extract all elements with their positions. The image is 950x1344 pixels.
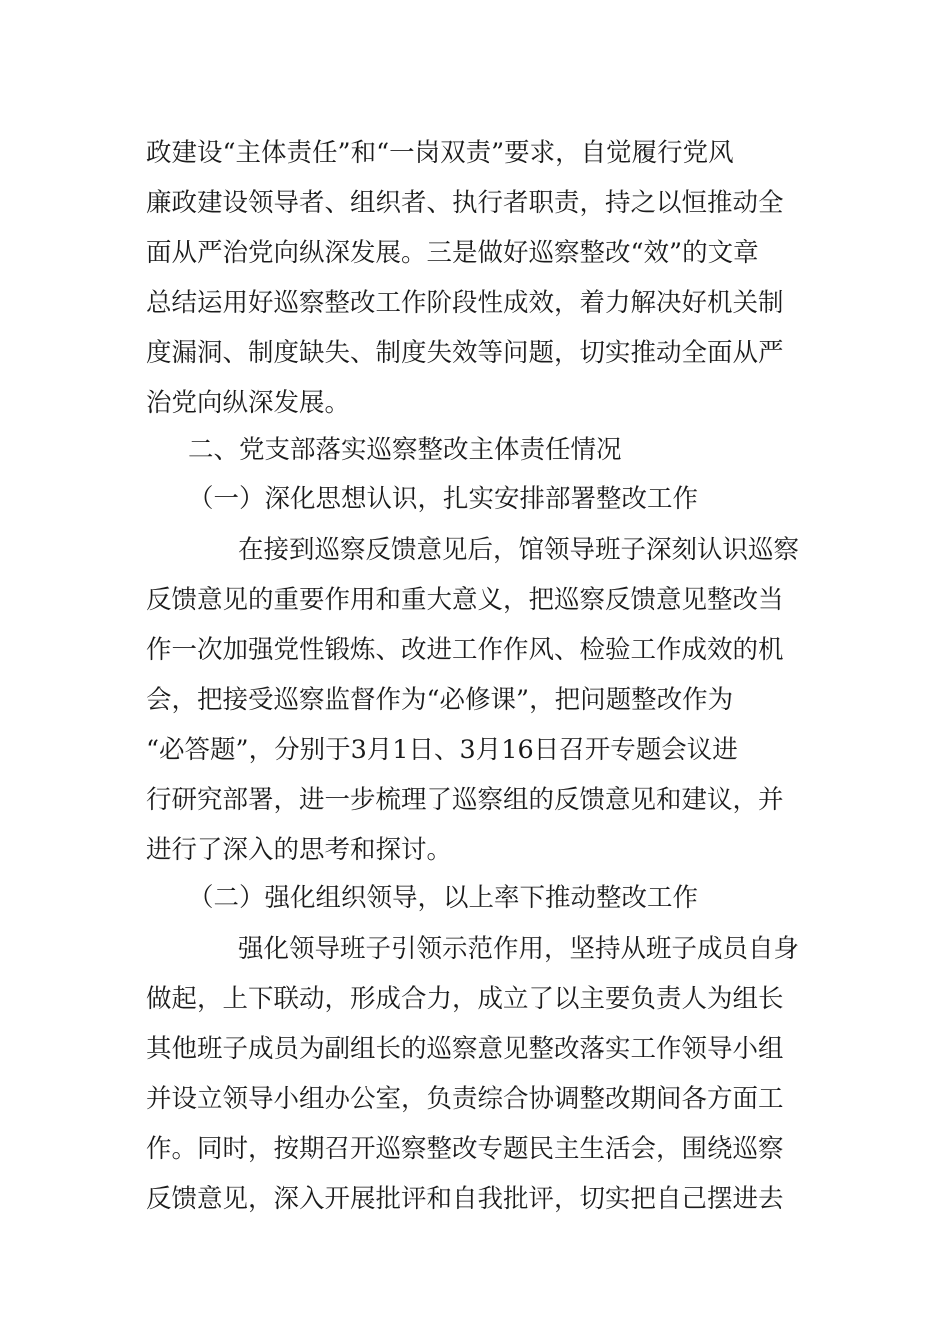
paragraph-line: 进行了深入的思考和探讨。 bbox=[146, 835, 453, 865]
section-heading: 二、党支部落实巡察整改主体责任情况 bbox=[188, 435, 622, 465]
paragraph-line: 反馈意见，深入开展批评和自我批评，切实把自己摆进去 bbox=[146, 1184, 784, 1214]
subsection-heading: （二）强化组织领导，以上率下推动整改工作 bbox=[188, 883, 699, 913]
paragraph-line: 政建设“主体责任”和“一岗双责”要求，自觉履行党风 bbox=[146, 138, 734, 168]
paragraph-line: 作。同时，按期召开巡察整改专题民主生活会，围绕巡察 bbox=[146, 1134, 784, 1164]
paragraph-line: “必答题”，分别于3月1日、3月16日召开专题会议进 bbox=[146, 735, 738, 765]
subsection-heading: （一）深化思想认识，扎实安排部署整改工作 bbox=[188, 484, 699, 514]
paragraph-line: 总结运用好巡察整改工作阶段性成效，着力解决好机关制 bbox=[146, 288, 784, 318]
paragraph-line: 面从严治党向纵深发展。三是做好巡察整改“效”的文章 bbox=[146, 238, 759, 268]
paragraph-line: 强化领导班子引领示范作用，坚持从班子成员自身 bbox=[238, 934, 800, 964]
paragraph-line: 会，把接受巡察监督作为“必修课”，把问题整改作为 bbox=[146, 685, 734, 715]
paragraph-line: 行研究部署，进一步梳理了巡察组的反馈意见和建议，并 bbox=[146, 785, 784, 815]
paragraph-line: 廉政建设领导者、组织者、执行者职责，持之以恒推动全 bbox=[146, 188, 784, 218]
paragraph-line: 并设立领导小组办公室，负责综合协调整改期间各方面工 bbox=[146, 1084, 784, 1114]
paragraph-line: 作一次加强党性锻炼、改进工作作风、检验工作成效的机 bbox=[146, 635, 784, 665]
paragraph-line: 其他班子成员为副组长的巡察意见整改落实工作领导小组 bbox=[146, 1034, 784, 1064]
paragraph-line: 在接到巡察反馈意见后，馆领导班子深刻认识巡察 bbox=[238, 535, 800, 565]
paragraph-line: 做起，上下联动，形成合力，成立了以主要负责人为组长 bbox=[146, 984, 784, 1014]
paragraph-line: 反馈意见的重要作用和重大意义，把巡察反馈意见整改当 bbox=[146, 585, 784, 615]
paragraph-line: 治党向纵深发展。 bbox=[146, 388, 351, 418]
paragraph-line: 度漏洞、制度缺失、制度失效等问题，切实推动全面从严 bbox=[146, 338, 784, 368]
